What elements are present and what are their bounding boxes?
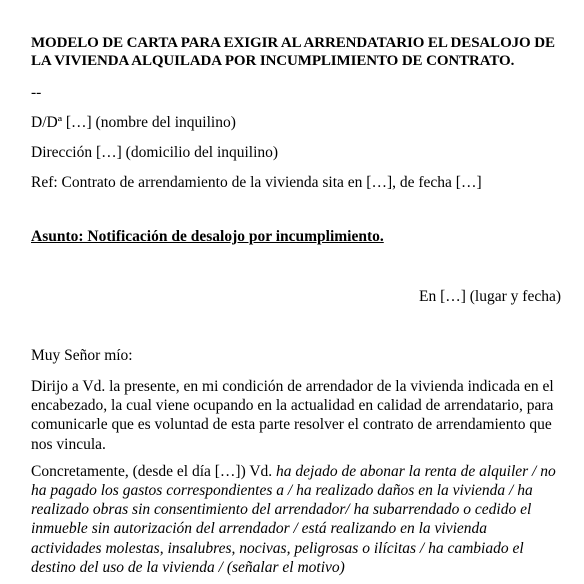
reference-line: Ref: Contrato de arrendamiento de la vivienda sita en […], de fecha […]	[31, 174, 482, 191]
letter-page	[31, 34, 561, 577]
place-date-line: En […] (lugar y fecha)	[418, 288, 561, 305]
paragraph-2-options: ha dejado de abonar la renta de alquiler / no ha pagado los gastos correspondientes a / ha realizado daños en la vivienda / ha realizado obras sin consentimiento del arrendador/ ha subarrendado o cedido el inmueble sin autorización del arrendador / está realizando en la vivienda actividades molestas, insalubres, nocivas, peligrosas o ilícitas / ha cambiado el destino del uso de la vivienda / (señalar el motivo)	[31, 462, 556, 576]
body-paragraph-1: Dirijo a Vd. la presente, en mi condición de arrendador de la vivienda indicada en el encabezado, la cual viene ocupando en la actualidad en calidad de arrendatario, para comunicarle que es voluntad de esta parte resolver el contrato de arrendamiento que nos vincula.	[31, 378, 554, 453]
recipient-line: D/Dª […] (nombre del inquilino)	[31, 114, 236, 131]
subject-line: Asunto: Notificación de desalojo por incumplimiento.	[31, 228, 384, 245]
salutation: Muy Señor mío:	[31, 347, 133, 364]
letter-title: MODELO DE CARTA PARA EXIGIR AL ARRENDATARIO EL DESALOJO DE LA VIVIENDA ALQUILADA POR INCUMPLIMIENTO DE CONTRATO.	[31, 35, 555, 69]
address-line: Dirección […] (domicilio del inquilino)	[31, 144, 279, 161]
body-paragraph-2	[31, 462, 561, 577]
paragraph-2-intro: Concretamente, (desde el día […]) Vd.	[31, 462, 277, 480]
separator: --	[31, 84, 42, 101]
